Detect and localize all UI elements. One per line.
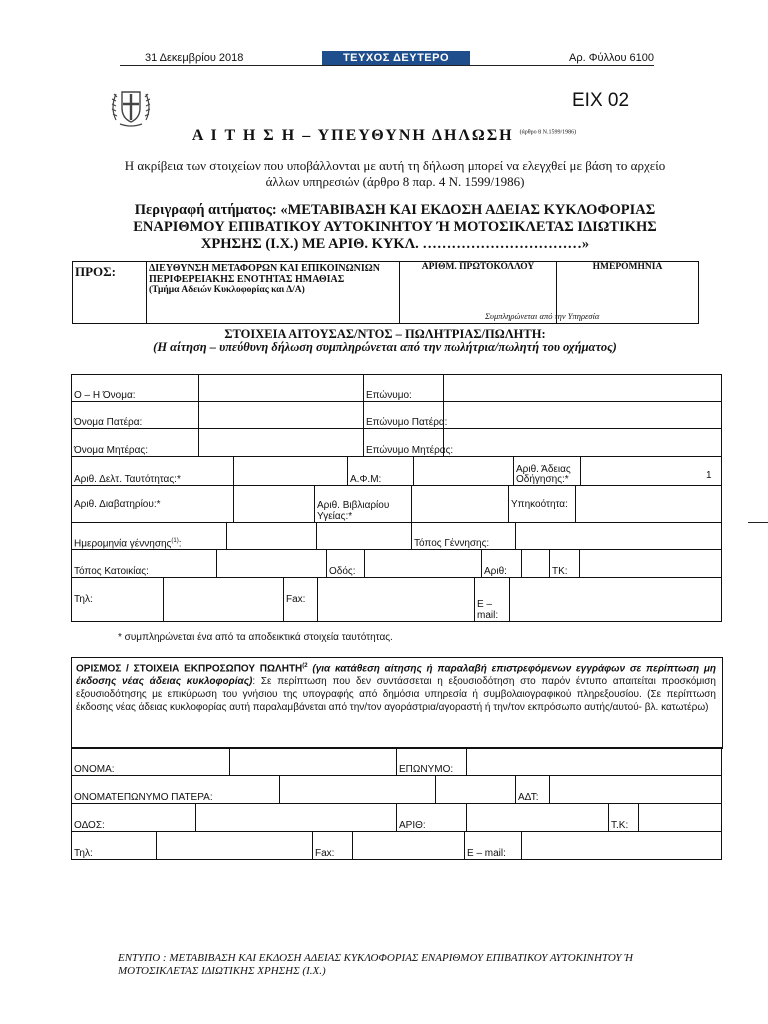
residence-label: Τόπος Κατοικίας:	[72, 550, 217, 578]
gazette-date: 31 Δεκεμβρίου 2018	[145, 52, 244, 64]
health-book-label: Αριθ. Βιβλιαρίου Υγείας:*	[315, 486, 412, 523]
form-title	[0, 127, 768, 145]
filled-by-service-note: Συμπληρώνεται από την Υπηρεσία	[485, 311, 600, 321]
father-name-label: Όνομα Πατέρα:	[72, 402, 199, 429]
header-divider	[120, 65, 654, 66]
representative-body: : Σε περίπτωση που δεν συντάσσεται η εξουσιοδότηση στο παρόν έντυπο απαιτείται προσκόμιση εξουσιοδότησης με επικύρωση του γνήσιου της υπογραφής από δημόσια υπηρεσία ή συμβολαιογραφικού πληρεξουσίου. (Σε περίπτωση έκδοσης νέας άδειας κυκλοφορίας αυτή παραλαμβάνεται από την/τον αγοράστρια/αγοραστή ή την/τον εκπρόσωπο αυτής/αυτού- βλ. κατωτέρω)	[76, 676, 716, 714]
representative-name-table	[71, 747, 722, 776]
form-footer: ΕΝΤΥΠΟ : ΜΕΤΑΒΙΒΑΣΗ ΚΑΙ ΕΚΔΟΣΗ ΑΔΕΙΑΣ ΚΥΚΛΟΦΟΡΙΑΣ ΕΝΑΡΙΘΜΟΥ ΕΠΙΒΑΤΙΚΟΥ ΑΥΤΟΚΙΝΗΤΟΥ Ή ΜΟΤΟΣΙΚΛΕΤΑΣ ΙΔΙΩΤΙΚΗΣ ΧΡΗΣΗΣ (Ι.Χ.)	[118, 952, 633, 977]
birth-date-label: Ημερομηνία γέννησης$^{(1)}$:	[72, 523, 227, 550]
authority-name: ΔΙΕΥΘΥΝΣΗ ΜΕΤΑΦΟΡΩΝ ΚΑΙ ΕΠΙΚΟΙΝΩΝΙΩΝ ΠΕΡΙΦΕΡΕΙΑΚΗΣ ΕΝΟΤΗΤΑΣ ΗΜΑΘΙΑΣ	[149, 263, 380, 285]
seller-contact-table	[71, 577, 722, 622]
rep-street-label: ΟΔΟΣ:	[72, 804, 196, 832]
form-code: ΕΙΧ 02	[572, 90, 630, 111]
rep-surname-label: ΕΠΩΝΥΜΟ:	[397, 748, 467, 776]
number-input[interactable]	[522, 550, 550, 578]
protocol-number-field[interactable]	[400, 262, 600, 324]
phone-input[interactable]	[164, 578, 284, 622]
mother-last-name-input[interactable]	[444, 429, 722, 457]
protocol-number-label: ΑΡΙΘΜ. ΠΡΩΤΟΚΟΛΛΟΥ	[421, 262, 535, 272]
passport-number-input[interactable]	[234, 486, 315, 523]
first-name-label: Ο – Η Όνομα:	[72, 375, 199, 402]
last-name-input[interactable]	[444, 375, 722, 402]
street-input[interactable]	[365, 550, 482, 578]
street-label: Οδός:	[327, 550, 365, 578]
postcode-input[interactable]	[580, 550, 722, 578]
rep-email-label: E – mail:	[465, 832, 522, 860]
request-description: Περιγραφή αιτήματος: «ΜΕΤΑΒΙΒΑΣΗ ΚΑΙ ΕΚΔΟΣΗ ΑΔΕΙΑΣ ΚΥΚΛΟΦΟΡΙΑΣ ΕΝΑΡΙΘΜΟΥ ΕΠΙΒΑΤΙΚΟΥ ΑΥΤΟΚΙΝΗΤΟΥ Ή ΜΟΤΟΣΙΚΛΕΤΑΣ ΙΔΙΩΤΙΚΗΣ ΧΡΗΣΗΣ (Ι.Χ.) ΜΕ ΑΡΙΘ. ΚΥΚΛ. ……………………………»	[133, 202, 657, 252]
seller-address-table	[71, 549, 722, 578]
phone-label: Τηλ:	[72, 578, 164, 622]
fax-input[interactable]	[318, 578, 475, 622]
representative-text	[76, 660, 716, 714]
email-label: E – mail:	[475, 578, 510, 622]
father-last-name-label: Επώνυμο Πατέρα:	[364, 402, 444, 429]
mother-last-name-label: Επώνυμο Μητέρας:	[364, 429, 444, 457]
rep-adt-label: ΑΔΤ:	[516, 776, 550, 804]
number-label: Αριθ:	[482, 550, 522, 578]
representative-heading-note: (για κατάθεση αίτησης ή παραλαβή επιστρεφόμενων εγγράφων σε περίπτωση μη έκδοσης νέας άδειας κυκλοφορίας)	[76, 663, 717, 688]
date-label: ΗΜΕΡΟΜΗΝΙΑ	[592, 262, 663, 272]
rep-name-label: ΟΝΟΜΑ:	[72, 748, 230, 776]
rep-postcode-label: Τ.Κ:	[609, 804, 639, 832]
rep-street-input[interactable]	[196, 804, 397, 832]
residence-input[interactable]	[217, 550, 327, 578]
first-name-input[interactable]	[199, 375, 364, 402]
health-book-input[interactable]	[412, 486, 509, 523]
rep-father-input[interactable]	[280, 776, 436, 804]
authority-department: (Τμήμα Αδειών Κυκλοφορίας και Δ/Α)	[149, 285, 305, 295]
id-number-input[interactable]	[234, 457, 348, 486]
father-last-name-input[interactable]	[444, 402, 722, 429]
rep-fax-input[interactable]	[353, 832, 465, 860]
rep-number-label: ΑΡΙΘ:	[397, 804, 467, 832]
seller-id-table	[71, 456, 722, 486]
postcode-label: ΤΚ:	[550, 550, 580, 578]
father-name-input[interactable]	[199, 402, 364, 429]
mother-name-label: Όνομα Μητέρας:	[72, 429, 199, 457]
rep-email-input[interactable]	[522, 832, 722, 860]
intro-text: Η ακρίβεια των στοιχείων που υποβάλλονται με αυτή τη δήλωση μπορεί να ελεγχθεί με βάση το αρχείο άλλων υπηρεσιών (άρθρο 8 παρ. 4 Ν. 1599/1986)	[124, 158, 666, 189]
rep-phone-label: Τηλ:	[72, 832, 157, 860]
representative-address-table	[71, 803, 722, 832]
to-label: ΠΡΟΣ:	[73, 262, 147, 324]
seller-section-heading	[72, 328, 698, 354]
representative-contact-table	[71, 831, 722, 860]
seller-birth-table	[71, 522, 722, 550]
passport-number-label: Αριθ. Διαβατηρίου:*	[72, 486, 234, 523]
rep-fax-label: Fax:	[313, 832, 353, 860]
fax-label: Fax:	[284, 578, 318, 622]
rep-number-input[interactable]	[467, 804, 609, 832]
rep-father-label: ΟΝΟΜΑΤΕΠΩΝΥΜΟ ΠΑΤΕΡΑ:	[72, 776, 280, 804]
form-title-text: Α Ι Τ Η Σ Η – ΥΠΕΥΘΥΝΗ ΔΗΛΩΣΗ	[191, 127, 514, 144]
license-number-label: Αριθ. Άδειας Οδήγησης:*	[514, 457, 581, 486]
afm-label: Α.Φ.Μ:	[348, 457, 414, 486]
birth-date-label-text: Ημερομηνία γέννησης	[74, 538, 172, 549]
representative-heading: ΟΡΙΣΜΟΣ / ΣΤΟΙΧΕΙΑ ΕΚΠΡΟΣΩΠΟΥ ΠΩΛΗΤΗ	[76, 663, 303, 675]
seller-section-subtitle: (Η αίτηση – υπεύθυνη δήλωση συμπληρώνεται από την πωλήτρια/πωλητή του οχήματος)	[153, 340, 617, 354]
rep-surname-input[interactable]	[467, 748, 722, 776]
rep-postcode-input[interactable]	[639, 804, 722, 832]
identity-note: * συμπληρώνεται ένα από τα αποδεικτικά στοιχεία ταυτότητας.	[118, 632, 393, 643]
mother-name-input[interactable]	[199, 429, 364, 457]
representative-footnote: (2	[302, 663, 308, 669]
license-number-input[interactable]	[581, 457, 722, 486]
rep-name-input[interactable]	[230, 748, 397, 776]
id-number-label: Αριθ. Δελτ. Ταυτότητας:*	[72, 457, 234, 486]
birth-place-input[interactable]	[516, 523, 722, 550]
representative-father-table	[71, 775, 722, 804]
authority-cell	[147, 262, 400, 324]
birth-date-footnote: (1)	[171, 537, 179, 544]
last-name-label: Επώνυμο:	[364, 375, 444, 402]
edge-marker	[748, 522, 768, 523]
seller-name-table	[71, 374, 722, 457]
birth-date-extra-input[interactable]	[317, 523, 412, 550]
margin-marker: 1	[706, 470, 712, 481]
afm-input[interactable]	[414, 457, 514, 486]
birth-place-label: Τόπος Γέννησης:	[412, 523, 516, 550]
gazette-sheet-number: Αρ. Φύλλου 6100	[569, 52, 654, 64]
birth-date-input[interactable]	[227, 523, 317, 550]
nationality-label: Υπηκοότητα:	[509, 486, 576, 523]
rep-phone-input[interactable]	[157, 832, 313, 860]
rep-adt-input[interactable]	[550, 776, 722, 804]
seller-passport-table	[71, 485, 722, 523]
form-title-law-reference: (άρθρο 8 Ν.1599/1986)	[519, 129, 577, 136]
seller-section-title: ΣΤΟΙΧΕΙΑ ΑΙΤΟΥΣΑΣ/ΝΤΟΣ – ΠΩΛΗΤΡΙΑΣ/ΠΩΛΗΤΗ:	[224, 327, 546, 341]
gazette-issue-badge: ΤΕΥΧΟΣ ΔΕΥΤΕΡΟ	[322, 51, 470, 65]
rep-father-extra-input[interactable]	[436, 776, 516, 804]
hellenic-emblem-icon	[106, 80, 156, 130]
email-input[interactable]	[510, 578, 722, 622]
nationality-input[interactable]	[576, 486, 722, 523]
recipient-table	[72, 261, 699, 324]
